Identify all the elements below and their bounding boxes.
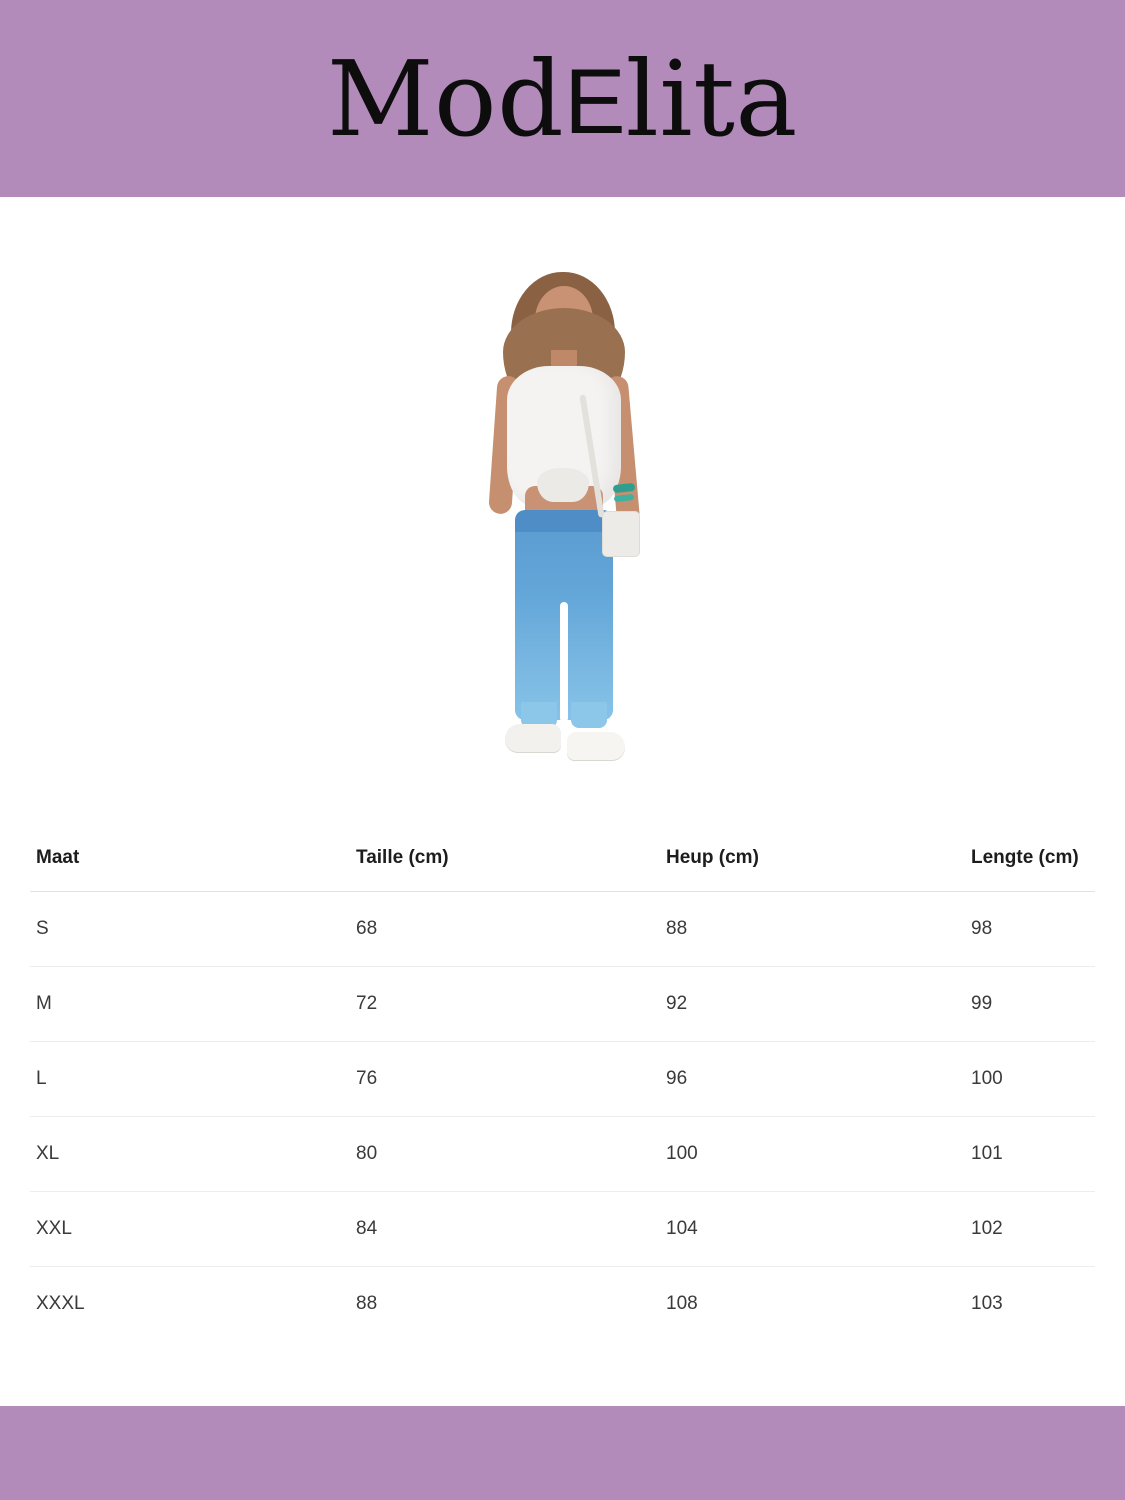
size-table-body: [30, 892, 1095, 1342]
cell-length: 103: [971, 1293, 1003, 1314]
model-photo: [463, 272, 663, 762]
brand-logo-e: E: [564, 50, 626, 153]
cell-length: 99: [965, 967, 1095, 1042]
cell-hip: 88: [660, 892, 965, 967]
cell-size: M: [30, 967, 350, 1042]
column-header-heup: Heup (cm): [660, 837, 965, 892]
model-right-shoe-icon: [567, 732, 625, 760]
size-table-head: [30, 837, 1095, 892]
model-leg-gap: [560, 602, 568, 722]
cell-length: 101: [965, 1117, 1095, 1192]
cell-hip: 104: [660, 1192, 965, 1267]
header-band: [0, 0, 1125, 197]
table-row: [30, 1192, 1095, 1267]
cell-size: S: [30, 892, 350, 967]
cell-waist: 76: [350, 1042, 660, 1117]
column-header-lengte: Lengte (cm): [965, 837, 1095, 892]
table-row: [30, 967, 1095, 1042]
cell-waist: 88: [356, 1293, 378, 1314]
brand-logo-part2: lita: [625, 37, 798, 160]
size-table: [30, 837, 1095, 1341]
table-row: [30, 1117, 1095, 1192]
cell-waist: 80: [350, 1117, 660, 1192]
cell-length: 100: [965, 1042, 1095, 1117]
footer-band: [0, 1406, 1125, 1500]
table-row: [30, 892, 1095, 967]
model-jeans-right-cuff-icon: [571, 702, 607, 728]
model-handbag-icon: [603, 512, 639, 556]
product-image-area: [0, 197, 1125, 837]
size-table-container: [0, 837, 1125, 1406]
brand-logo: [327, 37, 798, 160]
cell-size: XXXL: [36, 1293, 85, 1314]
cell-hip: 108: [666, 1293, 698, 1314]
cell-size: L: [30, 1042, 350, 1117]
cell-waist: 72: [350, 967, 660, 1042]
cell-hip: 96: [660, 1042, 965, 1117]
column-header-maat: Maat: [30, 837, 350, 892]
table-row: [30, 1042, 1095, 1117]
column-header-taille: Taille (cm): [350, 837, 660, 892]
table-header-row: [30, 837, 1095, 892]
cell-waist: 84: [350, 1192, 660, 1267]
cell-size: XXL: [30, 1192, 350, 1267]
brand-logo-part1: Mod: [327, 37, 565, 160]
cell-length: 102: [965, 1192, 1095, 1267]
cell-size: XL: [30, 1117, 350, 1192]
model-tshirt-knot-icon: [537, 468, 589, 502]
model-left-shoe-icon: [505, 724, 561, 752]
cell-length: 98: [965, 892, 1095, 967]
cell-hip: 92: [660, 967, 965, 1042]
cell-hip: 100: [660, 1117, 965, 1192]
cell-waist: 68: [350, 892, 660, 967]
table-row: [30, 1267, 1095, 1342]
